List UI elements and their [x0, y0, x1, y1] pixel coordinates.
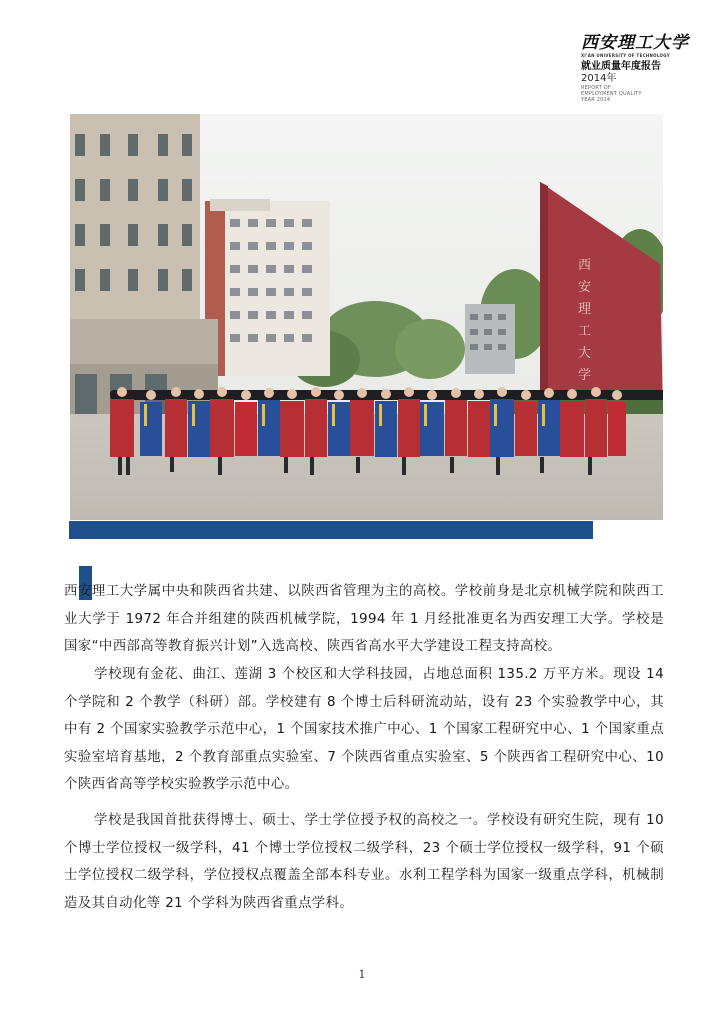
section-divider-bar [69, 521, 593, 539]
monument-char: 安 [578, 280, 592, 295]
report-year: 2014年 [581, 73, 617, 84]
university-logo-en: XI'AN UNIVERSITY OF TECHNOLOGY [581, 53, 670, 58]
monument-char: 大 [578, 346, 592, 361]
paragraph-2: 学校现有金花、曲江、莲湖 3 个校区和大学科技园，占地总面积 135.2 万平方米。现设 14 个学院和 2 个教学（科研）部。学校建有 8 个博士后科研流动站，设有 23 个实验教学中心，其中有 2 个国家实验教学示范中心，1 个国家技术推广中心、1 个国家工程研究中心、1 个国家重点实验室培育基地，2 个教育部重点实验室、7 个陕西省重点实验室、5 个陕西省工程研究中心、10 个陕西省高等学校实验教学示范中心。 [64, 667, 664, 793]
paragraph-1: 西安理工大学属中央和陕西省共建、以陕西省管理为主的高校。学校前身是北京机械学院和陕西工业大学于 1972 年合并组建的陕西机械学院，1994 年 1 月经批准更名为西安理工大学。学校是国家“中西部高等教育振兴计划”入选高校、陕西省高水平大学建设工程支持高校。 [64, 584, 664, 655]
monument-char: 学 [578, 368, 592, 383]
report-sub-line: EMPLOYMENT QUALITY [581, 91, 642, 97]
report-title: 就业质量年度报告 [581, 61, 661, 72]
monument-char: 理 [578, 302, 592, 317]
campus-graduation-photo [70, 114, 663, 520]
university-logo: 西安理工大学 [581, 33, 689, 53]
page-number: 1 [358, 968, 366, 981]
campus-photo-illustration [70, 114, 663, 520]
report-header [581, 34, 711, 103]
report-sub-line: REPORT OF [581, 85, 611, 91]
report-sub-line: YEAR 2014 [581, 97, 611, 103]
paragraph-3: 学校是我国首批获得博士、硕士、学士学位授予权的高校之一。学校设有研究生院，现有 10 个博士学位授权一级学科，41 个博士学位授权二级学科，23 个硕士学位授权一级学科，91 个硕士学位授权二级学科，学位授权点覆盖全部本科专业。水利工程学科为国家一级重点学科，机械制造及其自动化等 21 个学科为陕西省重点学科。 [64, 813, 664, 911]
monument-char: 西 [578, 258, 592, 273]
monument-char: 工 [578, 324, 592, 339]
